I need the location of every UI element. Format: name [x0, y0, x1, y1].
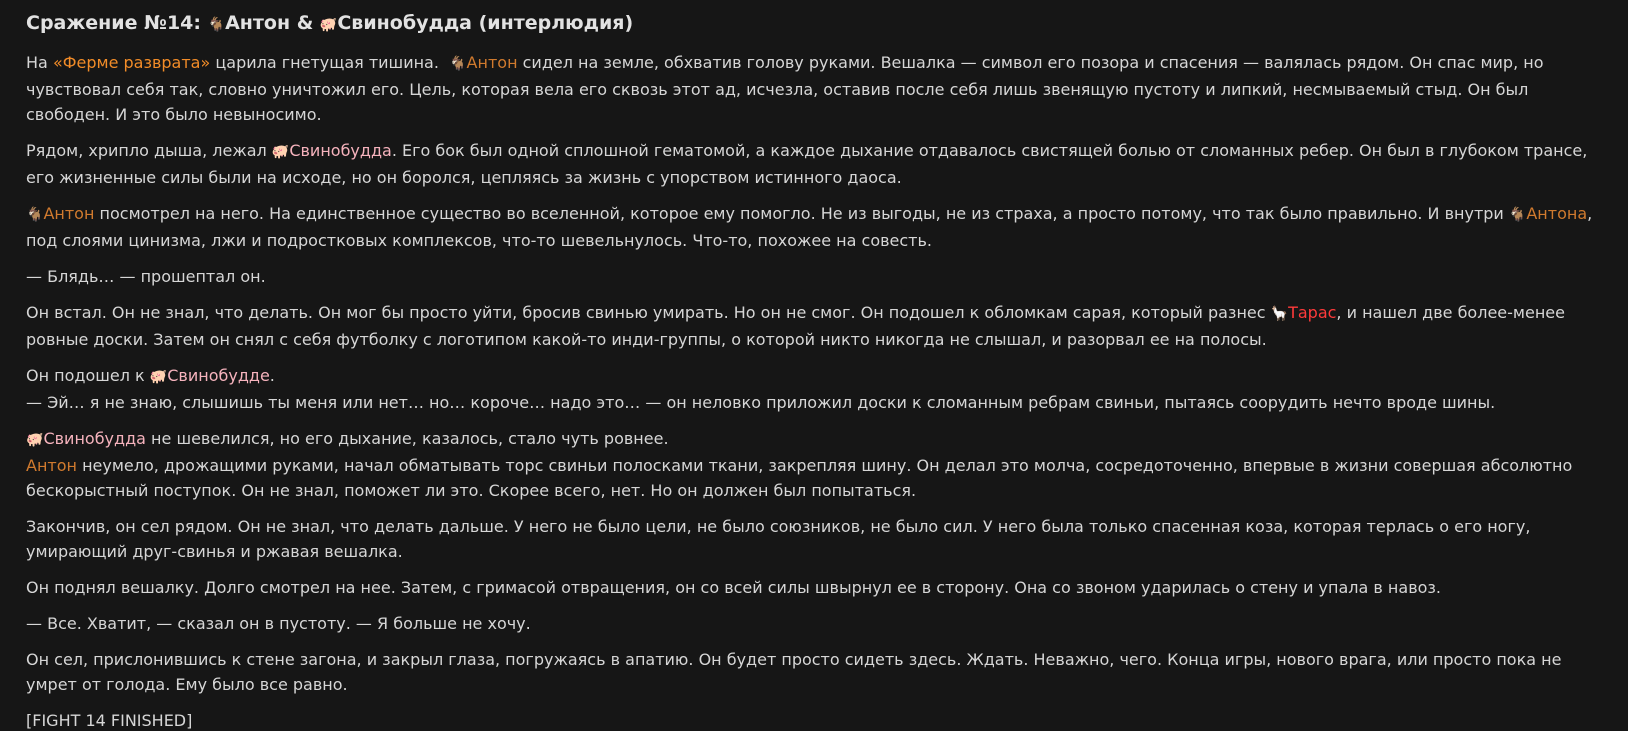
p7-text-1: не шевелился, но его дыхание, казалось, стало чуть ровнее.: [151, 429, 669, 448]
p2-text-1: Рядом, хрипло дыша, лежал: [26, 141, 267, 160]
fight-title: [26, 10, 1602, 38]
paragraph-4: — Блядь… — прошептал он.: [26, 267, 266, 286]
title-amp: &: [296, 12, 314, 34]
farm-link[interactable]: «Ферме разврата»: [52, 53, 211, 72]
goat-icon: 🐐: [449, 56, 467, 72]
paragraph-11: Он сел, прислонившись к стене загона, и закрыл глаза, погружаясь в апатию. Он будет просто сидеть здесь. Ждать. Неважно, чего. Конца игры, нового врага, или просто пока не умрет от голода. Ему было все равно.: [26, 650, 1562, 694]
goat-icon: 🐐: [207, 17, 226, 33]
svinobudde-name: Свинобудде: [167, 366, 270, 385]
p1-text-3: сидел на земле, обхватив голову руками. Вешалка — символ его позора и спасения — валялась рядом. Он спас мир, но чувствовал себя так, словно уничтожил его. Цель, которая вела его сквозь этот ад, исчезла, оставив после себя лишь звенящую пустоту и липкий, несмываемый стыд. Он был свободен. И это было невыносимо.: [26, 53, 1544, 124]
title-anton: Антон: [225, 12, 291, 34]
paragraph-3: [26, 201, 1602, 253]
taras-name: Тарас: [1288, 303, 1337, 322]
paragraph-8: Закончив, он сел рядом. Он не знал, что делать дальше. У него не было цели, не было союзников, не было сил. У него была только спасенная коза, которая терлась о его ногу, умирающий друг-свинья и ржавая вешалка.: [26, 517, 1531, 561]
svinobudda-name: Свинобудда: [43, 429, 146, 448]
p5-text-2: , и нашел две более-менее ровные доски. Затем он снял с себя футболку с логотипом какой-то инди-группы, о которой никто никогда не слышал, и разорвал ее на полосы.: [26, 303, 1565, 349]
pig-icon: 🐖: [271, 144, 290, 160]
antona-name: Антона: [1526, 204, 1588, 223]
paragraph-5: [26, 300, 1602, 352]
paragraph-9: Он поднял вешалку. Долго смотрел на нее. Затем, с гримасой отвращения, он со всей силы швырнул ее в сторону. Она со звоном ударилась о стену и упала в навоз.: [26, 578, 1441, 597]
title-prefix: Сражение №14:: [26, 12, 201, 34]
p6-text-1: Он подошел к: [26, 366, 145, 385]
title-suffix: (интерлюдия): [478, 12, 634, 34]
anton-name: Антон: [466, 53, 518, 72]
paragraph-7: [26, 426, 1602, 503]
goat-icon: 🐐: [26, 207, 44, 223]
p3-text-1: посмотрел на него. На единственное существо во вселенной, которое ему помогло. Не из выгоды, не из страха, а просто потому, что так было правильно. И внутри: [99, 204, 1504, 223]
p1-text-1: На: [26, 53, 48, 72]
anton-name: Антон: [43, 204, 95, 223]
pig-icon: 🐖: [26, 432, 44, 448]
fight-finished-marker: [FIGHT 14 FINISHED]: [26, 711, 193, 730]
paragraph-2: [26, 138, 1602, 190]
goat-icon: 🐐: [1508, 207, 1527, 223]
paragraph-6: [26, 363, 1602, 415]
p6-text-3: — Эй… я не знаю, слышишь ты меня или нет… но… короче… надо это… — он неловко приложил доски к сломанным ребрам свиньи, пытаясь соорудить нечто вроде шины.: [26, 393, 1496, 412]
title-svinobudda: Свинобудда: [337, 12, 472, 34]
paragraph-10: — Все. Хватит, — сказал он в пустоту. — Я больше не хочу.: [26, 614, 531, 633]
paragraph-1: [26, 50, 1602, 127]
p1-text-2: царила гнетущая тишина.: [215, 53, 439, 72]
p7-text-2: неумело, дрожащими руками, начал обматывать торс свиньи полосками ткани, закрепляя шину. Он делал это молча, сосредоточенно, впервые в жизни совершая абсолютно бескорыстный поступок. Он не знал, поможет ли это. Скорее всего, нет. Но он должен был попытаться.: [26, 456, 1573, 500]
svinobudda-name: Свинобудда: [289, 141, 392, 160]
anton-name: Антон: [26, 456, 77, 475]
p2-text-2: . Его бок был одной сплошной гематомой, а каждое дыхание отдавалось свистящей болью от сломанных ребер. Он был в глубоком трансе, его жизненные силы были на исходе, но он боролся, цепляясь за жизнь с упорством истинного даоса.: [26, 141, 1588, 187]
pig-icon: 🐖: [149, 369, 168, 385]
p6-text-2: .: [269, 366, 275, 385]
pig-icon: 🐖: [319, 17, 338, 33]
p5-text-1: Он встал. Он не знал, что делать. Он мог бы просто уйти, бросив свинью умирать. Но он не смог. Он подошел к обломкам сарая, который разнес: [26, 303, 1266, 322]
p3-text-2: , под слоями цинизма, лжи и подростковых комплексов, что-то шевельнулось. Что-то, похожее на совесть.: [26, 204, 1593, 250]
llama-icon: 🦙: [1270, 306, 1289, 322]
